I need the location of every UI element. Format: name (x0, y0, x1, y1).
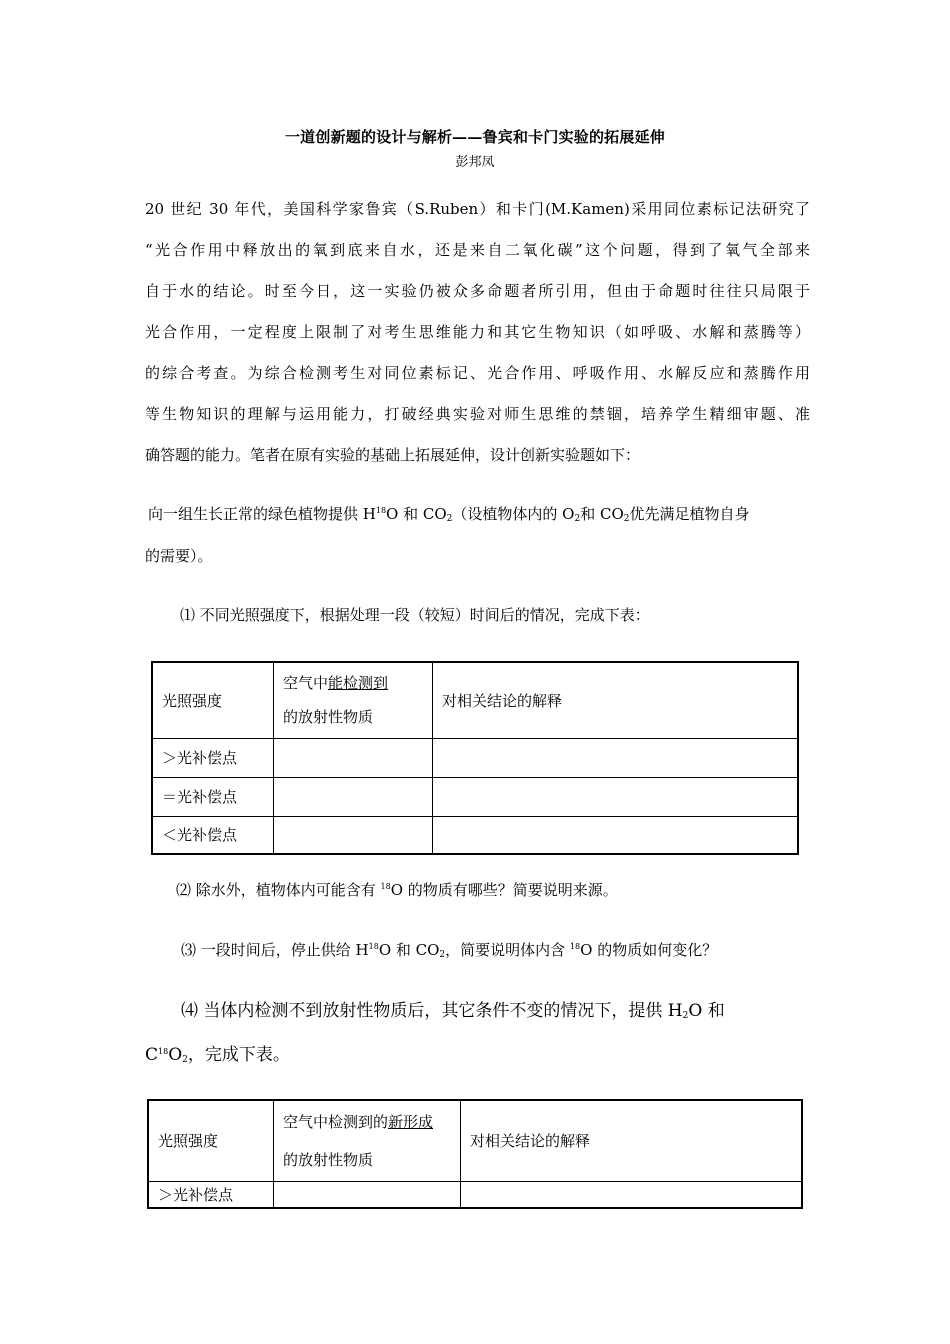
table-header-substance: 空气中能检测到 的放射性物质 (274, 662, 433, 738)
intro-line: “光合作用中释放出的氧到底来自水，还是来自二氧化碳”这个问题，得到了氧气全部来 (145, 241, 810, 259)
table-cell (433, 738, 799, 777)
question-1: ⑴ 不同光照强度下，根据处理一段（较短）时间后的情况，完成下表： (180, 606, 650, 624)
table-row-label: ＞光补偿点 (148, 1181, 274, 1208)
table-header-light: 光照强度 (152, 662, 274, 738)
table-header-explanation: 对相关结论的解释 (433, 662, 799, 738)
table-row-label: ＜光补偿点 (152, 816, 274, 854)
table-header-light: 光照强度 (148, 1100, 274, 1181)
question-stem-line1: 向一组生长正常的绿色植物提供 $H^{18}O$ 和 $CO_2$（设植物体内的 $O_2$和 $CO_2$优先满足植物自身 (148, 505, 750, 524)
intro-line: 自于水的结论。时至今日，这一实验仍被众多命题者所引用，但由于命题时往往只局限于 (145, 282, 810, 300)
author-name: 彭邦凤 (455, 155, 495, 170)
table-cell (461, 1181, 803, 1208)
question-4-line2: $C^{18}O_2$，完成下表。 (145, 1045, 290, 1065)
intro-paragraph (145, 189, 810, 476)
table-cell (274, 777, 433, 816)
table-cell (433, 816, 799, 854)
table-header-explanation: 对相关结论的解释 (461, 1100, 803, 1181)
question-2: ⑵ 除水外，植物体内可能含有 $^{18}$O 的物质有哪些？简要说明来源。 (176, 881, 618, 899)
intro-line: 20 世纪 30 年代，美国科学家鲁宾（S.Ruben）和卡门(M.Kamen)采用同位素标记法研究了 (145, 200, 810, 218)
table-row-label: ＞光补偿点 (152, 738, 274, 777)
table-cell (274, 738, 433, 777)
intro-line: 的综合考查。为综合检测考生对同位素标记、光合作用、呼吸作用、水解反应和蒸腾作用 (145, 364, 810, 382)
table-cell (433, 777, 799, 816)
table-row-label: ＝光补偿点 (152, 777, 274, 816)
intro-line: 光合作用，一定程度上限制了对考生思维能力和其它生物知识（如呼吸、水解和蒸腾等） (145, 323, 810, 341)
document-title: 一道创新题的设计与解析——鲁宾和卡门实验的拓展延伸 (284, 128, 665, 146)
intro-line: 等生物知识的理解与运用能力，打破经典实验对师生思维的禁锢，培养学生精细审题、准 (145, 405, 810, 423)
question-4-line1: ⑷ 当体内检测不到放射性物质后，其它条件不变的情况下，提供 $H_2O$ 和 (181, 1001, 725, 1021)
table-header-substance: 空气中检测到的新形成 的放射性物质 (274, 1100, 461, 1181)
intro-line: 确答题的能力。笔者在原有实验的基础上拓展延伸，设计创新实验题如下： (145, 446, 641, 464)
question-3: ⑶ 一段时间后，停止供给 $H^{18}O$ 和 $CO_2$，简要说明体内含 $^{18}$O 的物质如何变化？ (181, 941, 718, 960)
table-cell (274, 1181, 461, 1208)
table-cell (274, 816, 433, 854)
table-new-substance (147, 1099, 803, 1209)
question-stem-line2: 的需要）。 (145, 547, 213, 565)
table-light-intensity (151, 661, 799, 855)
